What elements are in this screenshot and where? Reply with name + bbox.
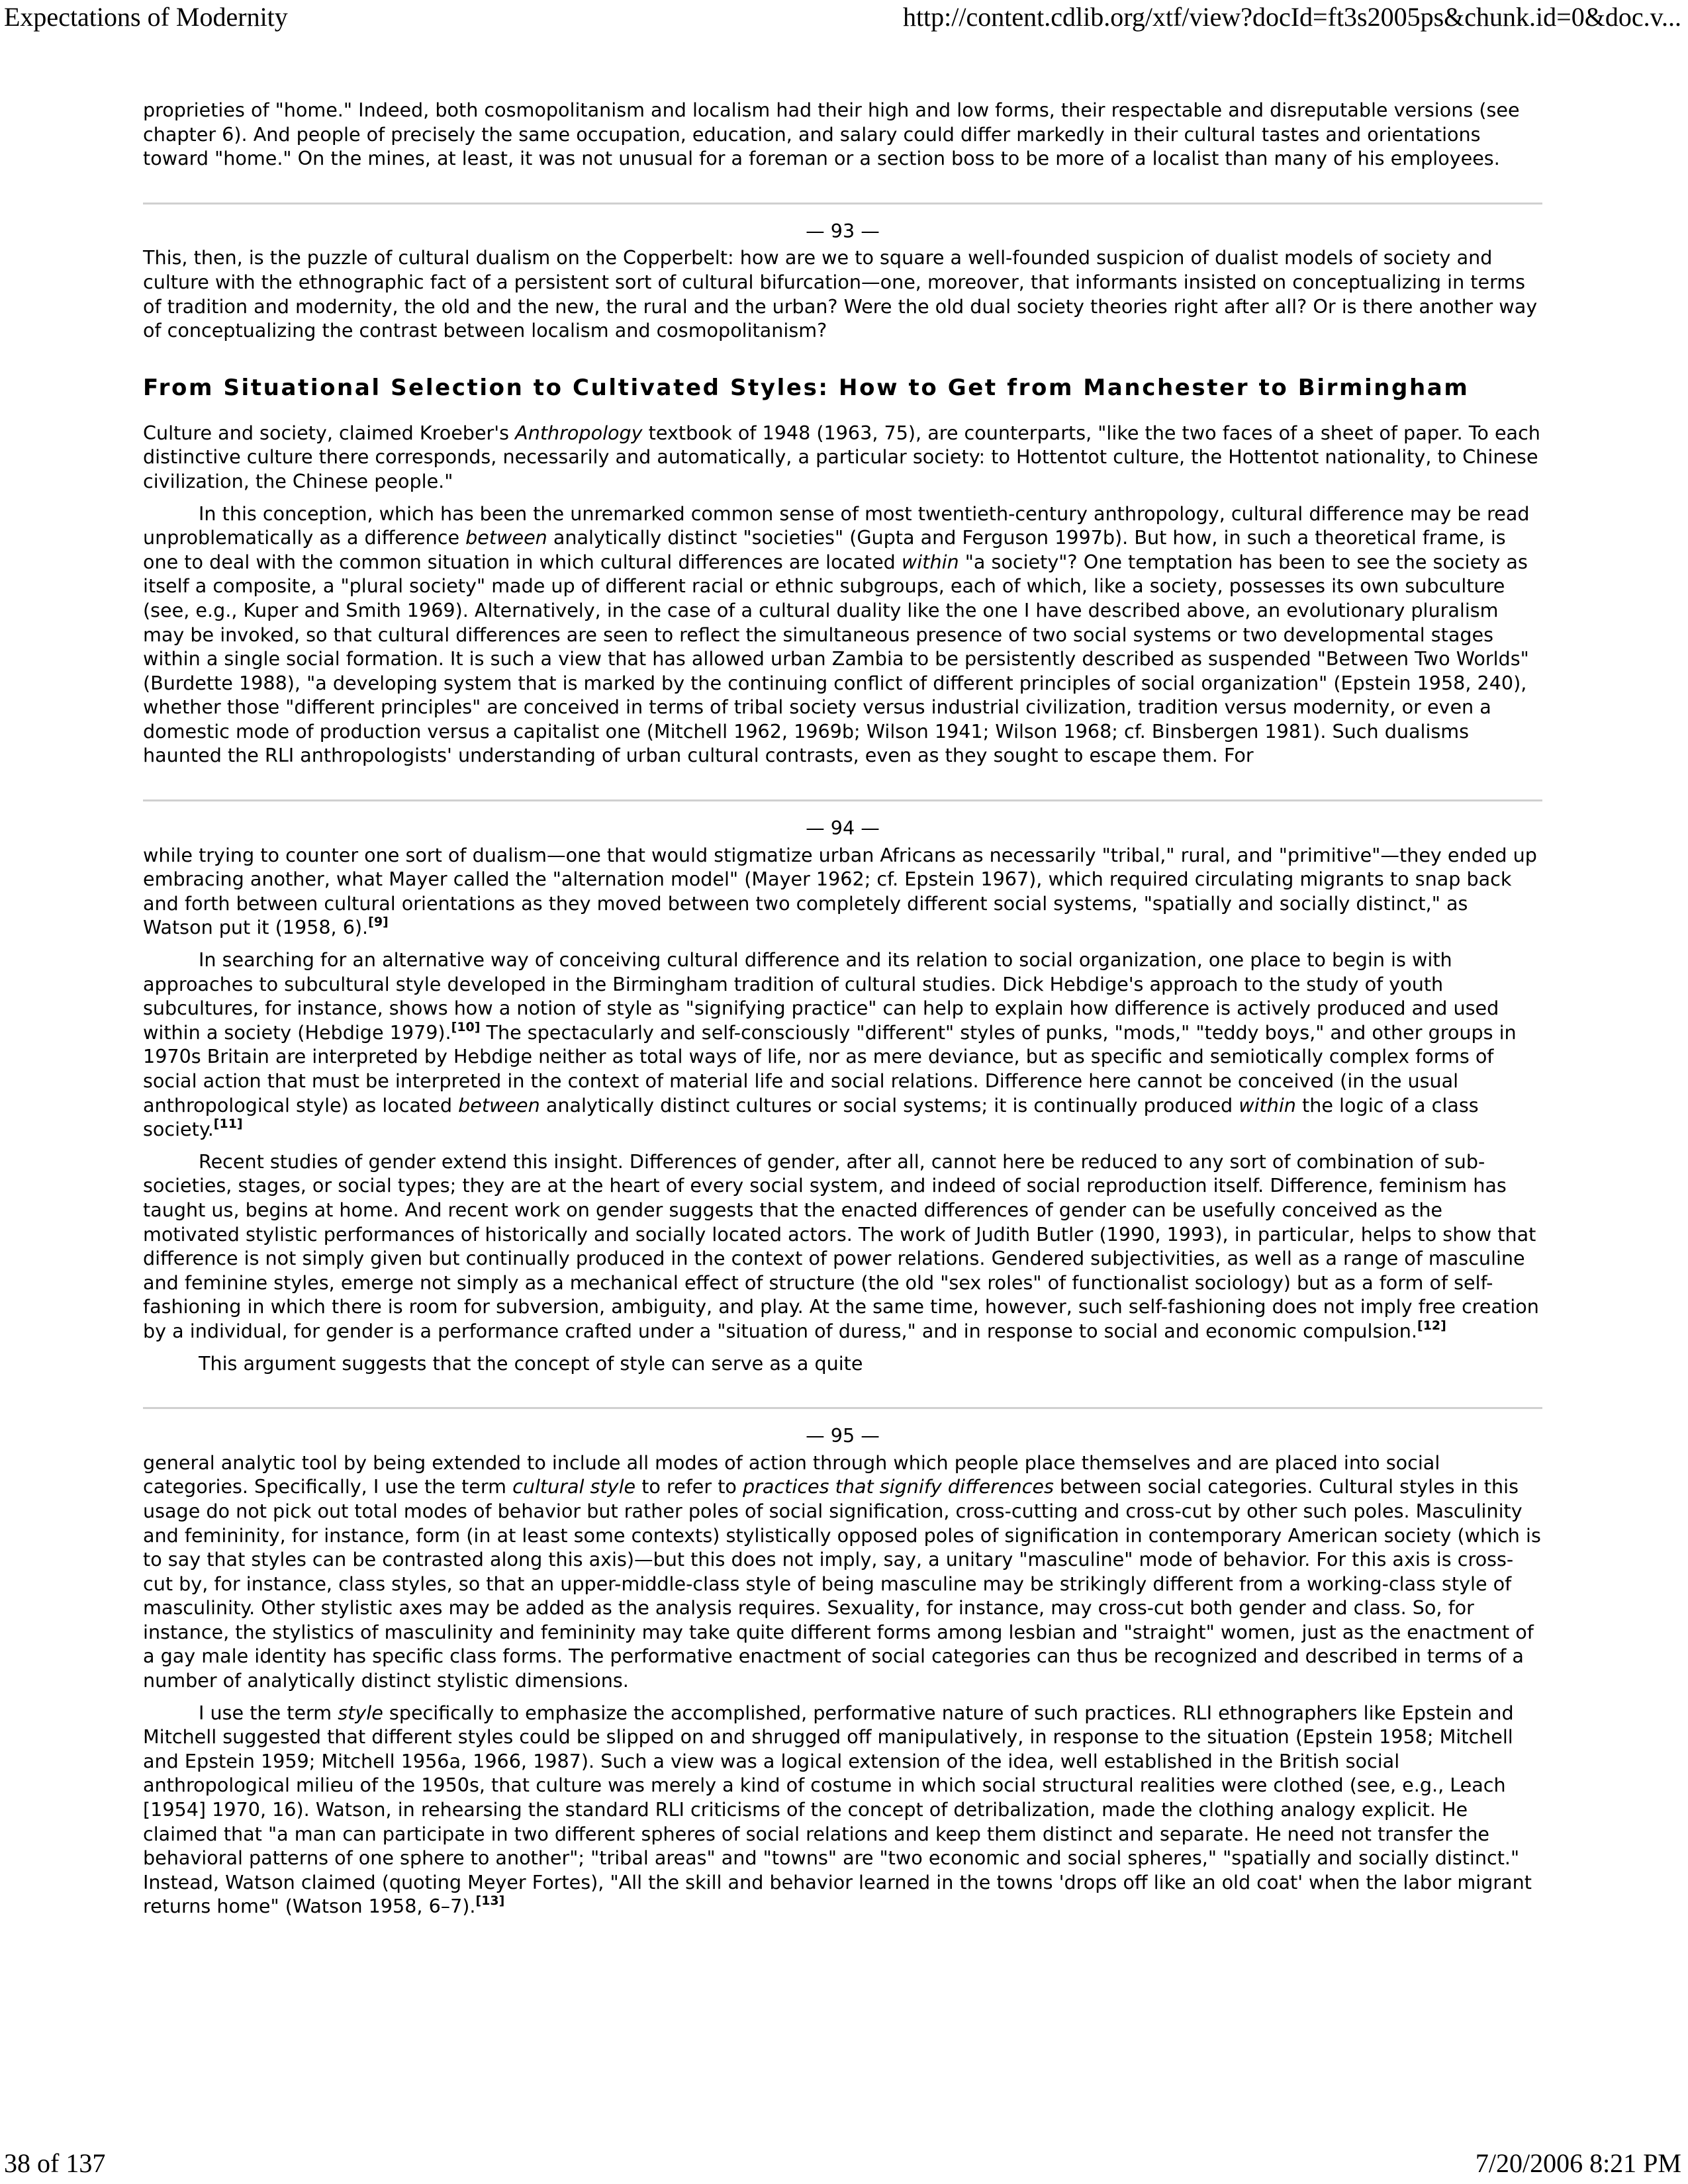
footnote-link[interactable]: [10]: [451, 1019, 481, 1034]
page-divider: [143, 203, 1542, 205]
paragraph: while trying to counter one sort of dualism—one that would stigmatize urban Africans as necessarily "tribal," rural, and "primitive"—they ended up embracing another, what Mayer called the "alternation model" (Mayer 1962; cf. Epstein 1967), which required circulating migrants to snap back and forth between cultural orientations as they moved between two completely different social systems, "spatially and socially distinct," as Watson put it (1958, 6).[9]: [143, 843, 1537, 939]
paragraph: Recent studies of gender extend this insight. Differences of gender, after all, cannot here be reduced to any sort of combination of sub-societies, stages, or social types; they are at the heart of every social system, and indeed of social reproduction itself. Difference, feminism has taught us, begins at home. And recent work on gender suggests that the enacted differences of gender can be usefully conceived as the motivated stylistic performances of historically and socially located actors. The work of Judith Butler (1990, 1993), in particular, helps to show that difference is not simply given but continually produced in the context of power relations. Gendered subjectivities, as well as a range of masculine and feminine styles, emerge not simply as a mechanical effect of structure (the old "sex roles" of functionalist sociology) but as a form of self-fashioning in which there is room for subversion, ambiguity, and play. At the same time, however, such self-fashioning does not imply free creation by a individual, for gender is a performance crafted under a "situation of duress," and in response to social and economic compulsion.[12]: [143, 1150, 1539, 1342]
paragraph: proprieties of "home." Indeed, both cosmopolitanism and localism had their high and low forms, their respectable and disreputable versions (see chapter 6). And people of precisely the same occupation, education, and salary could differ markedly in their cultural tastes and orientations toward "home." On the mines, at least, it was not unusual for a foreman or a section boss to be more of a localist than many of his employees.: [143, 99, 1520, 170]
print-footer: [0, 2148, 1688, 2182]
paragraph: Culture and society, claimed Kroeber's Anthropology textbook of 1948 (1963, 75), are counterparts, "like the two faces of a sheet of paper. To each distinctive culture there corresponds, necessarily and automatically, a particular society: to Hottentot culture, the Hottentot nationality, to Chinese civilization, the Chinese people.": [143, 421, 1540, 492]
print-header: [0, 1, 1688, 36]
page-counter: 38 of 137: [4, 2148, 106, 2178]
print-timestamp: 7/20/2006 8:21 PM: [1475, 2148, 1681, 2178]
footnote-link[interactable]: [13]: [475, 1893, 505, 1909]
paragraph: This, then, is the puzzle of cultural dualism on the Copperbelt: how are we to square a well-founded suspicion of dualist models of society and culture with the ethnographic fact of a persistent sort of cultural bifurcation—one, moreover, that informants insisted on conceptualizing in terms of tradition and modernity, the old and the new, the rural and the urban? Were the old dual society theories right after all? Or is there another way of conceptualizing the contrast between localism and cosmopolitanism?: [143, 246, 1538, 342]
page-number-93: — 93 —: [806, 219, 880, 242]
document-title: Expectations of Modernity: [4, 2, 288, 32]
paragraph: In this conception, which has been the unremarked common sense of most twentieth-century anthropology, cultural difference may be read unproblematically as a difference between analytically distinct "societies" (Gupta and Ferguson 1997b). But how, in such a theoretical frame, is one to deal with the common situation in which cultural differences are located within "a society"? One temptation has been to see the society as itself a composite, a "plural society" made up of different racial or ethnic subgroups, each of which, like a society, possesses its own subculture (see, e.g., Kuper and Smith 1969). Alternatively, in the case of a cultural duality like the one I have described above, an evolutionary pluralism may be invoked, so that cultural differences are seen to reflect the simultaneous presence of two social systems or two developmental stages within a single social formation. It is such a view that has allowed urban Zambia to be persistently described as suspended "Between Two Worlds" (Burdette 1988), "a developing system that is marked by the continuing conflict of different principles of social organization" (Epstein 1958, 240), whether those "different principles" are conceived in terms of tribal society versus industrial civilization, tradition versus modernity, or even a domestic mode of production versus a capitalist one (Mitchell 1962, 1969b; Wilson 1941; Wilson 1968; cf. Binsbergen 1981). Such dualisms haunted the RLI anthropologists' understanding of urban cultural contrasts, even as they sought to escape them. For: [143, 502, 1530, 767]
paragraph: general analytic tool by being extended to include all modes of action through which people place themselves and are placed into social categories. Specifically, I use the term cultural style to refer to practices that signify differences between social categories. Cultural styles in this usage do not pick out total modes of behavior but rather poles of social signification, cross-cutting and cross-cut by other such poles. Masculinity and femininity, for instance, form (in at least some contexts) stylistically opposed poles of signification in contemporary American society (which is to say that styles can be contrasted along this axis)—but this does not imply, say, a unitary "masculine" mode of behavior. For this axis is cross-cut by, for instance, class styles, so that an upper-middle-class style of being masculine may be strikingly different from a working-class style of masculinity. Other stylistic axes may be added as the analysis requires. Sexuality, for instance, may cross-cut both gender and class. So, for instance, the stylistics of masculinity and femininity may take quite different forms among lesbian and "straight" women, just as the enactment of a gay male identity has specific class forms. The performative enactment of social categories can thus be recognized and described in terms of a number of analytically distinct stylistic dimensions.: [143, 1451, 1541, 1692]
page-number-94: — 94 —: [806, 817, 880, 840]
footnote-link[interactable]: [9]: [368, 915, 389, 930]
paragraph: I use the term style specifically to emphasize the accomplished, performative nature of such practices. RLI ethnographers like Epstein and Mitchell suggested that different styles could be slipped on and shrugged off manipulatively, in response to the situation (Epstein 1958; Mitchell and Epstein 1959; Mitchell 1956a, 1966, 1987). Such a view was a logical extension of the idea, well established in the British social anthropological milieu of the 1950s, that culture was merely a kind of costume in which social structural realities were clothed (see, e.g., Leach [1954] 1970, 16). Watson, in rehearsing the standard RLI criticisms of the concept of detribalization, made the clothing analogy explicit. He claimed that "a man can participate in two different spheres of social relations and keep them distinct and separate. He need not transfer the behavioral patterns of one sphere to another"; "tribal areas" and "towns" are "two economic and social spheres," "spatially and socially distinct." Instead, Watson claimed (quoting Meyer Fortes), "All the skill and behavior learned in the towns 'drops off like an old coat' when the labor migrant returns home" (Watson 1958, 6–7).[13]: [143, 1701, 1532, 1918]
page-number-95: — 95 —: [806, 1424, 880, 1447]
document-body: [143, 98, 1542, 1919]
footnote-link[interactable]: [11]: [213, 1116, 243, 1132]
source-url[interactable]: http://content.cdlib.org/xtf/view?docId=ft3s2005ps&chunk.id=0&doc.v...: [902, 2, 1681, 32]
section-heading: From Situational Selection to Cultivated Styles: How to Get from Manchester to Birmingham: [143, 374, 1470, 401]
footnote-link[interactable]: [12]: [1417, 1318, 1446, 1333]
paragraph: In searching for an alternative way of conceiving cultural difference and its relation to social organization, one place to begin is with approaches to subcultural style developed in the Birmingham tradition of cultural studies. Dick Hebdige's approach to the study of youth subcultures, for instance, shows how a notion of style as "signifying practice" can help to explain how difference is actively produced and used within a society (Hebdige 1979).[10] The spectacularly and self-consciously "different" styles of punks, "mods," "teddy boys," and other groups in 1970s Britain are interpreted by Hebdige neither as total ways of life, nor as mere deviance, but as specific and semiotically complex forms of social action that must be interpreted in the context of material life and social relations. Difference here cannot be conceived (in the usual anthropological style) as located between analytically distinct cultures or social systems; it is continually produced within the logic of a class society.[11]: [143, 948, 1517, 1141]
page-divider: [143, 799, 1542, 801]
paragraph: This argument suggests that the concept of style can serve as a quite: [199, 1351, 863, 1375]
page-divider: [143, 1407, 1542, 1409]
